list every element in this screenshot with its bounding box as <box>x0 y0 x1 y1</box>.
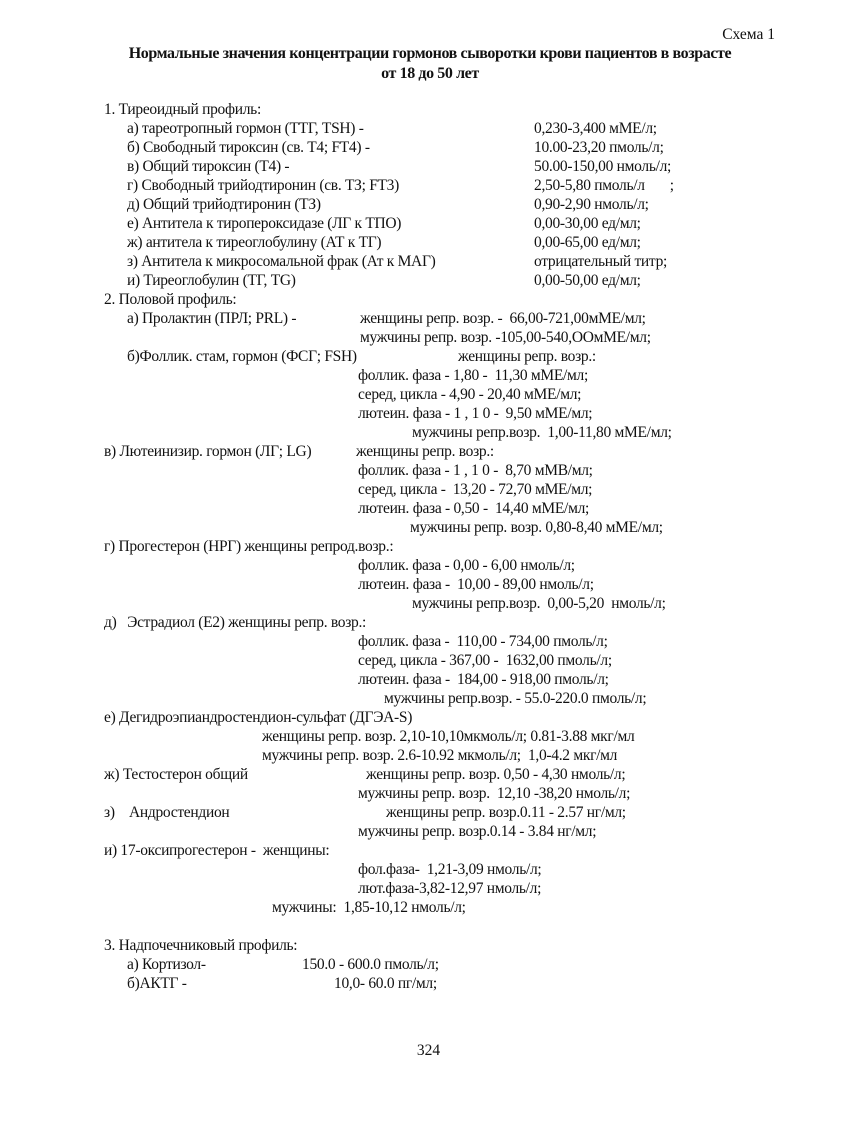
estradiol-follicular: фоллик. фаза - 110,00 - 734,00 пмоль/л; <box>358 633 608 650</box>
dhea-s-women: женщины репр. возр. 2,10-10,10мкмоль/л; 0.81-3.88 мкг/мл <box>262 728 635 745</box>
thyroid-item-value: 0,00-50,00 ед/мл; <box>534 272 641 289</box>
progesterone-name: г) Прогестерон (НРГ) женщины репрод.возр.: <box>104 538 394 555</box>
progesterone-men: мужчины репр.возр. 0,00-5,20 нмоль/л; <box>412 595 666 612</box>
prolactin-name: а) Пролактин (ПРЛ; PRL) - <box>127 310 297 327</box>
thyroid-item-value: 0,230-3,400 мМЕ/л; <box>534 120 657 137</box>
cortisol-value: 150.0 - 600.0 пмоль/л; <box>302 956 439 973</box>
section-1-heading: 1. Тиреоидный профиль: <box>104 101 261 118</box>
fsh-follicular: фоллик. фаза - 1,80 - 11,30 мМЕ/мл; <box>358 367 588 384</box>
lh-midcycle: серед, цикла - 13,20 - 72,70 мМЕ/мл; <box>358 481 593 498</box>
androstenedione-women: женщины репр. возр.0.11 - 2.57 нг/мл; <box>386 804 626 821</box>
estradiol-name: д) Эстрадиол (Е2) женщины репр. возр.: <box>104 614 367 631</box>
17-ohp-men: мужчины: 1,85-10,12 нмоль/л; <box>272 899 466 916</box>
thyroid-item-value: отрицательный титр; <box>534 253 668 270</box>
progesterone-luteal: лютеин. фаза - 10,00 - 89,00 нмоль/л; <box>358 576 594 593</box>
lh-men: мужчины репр. возр. 0,80-8,40 мМЕ/мл; <box>410 519 663 536</box>
cortisol-name: а) Кортизол- <box>127 956 206 973</box>
prolactin-men: мужчины репр. возр. -105,00-540,ООмМЕ/мл; <box>360 329 651 346</box>
thyroid-item-value: 2,50-5,80 пмоль/л ; <box>534 177 674 194</box>
testosterone-women: женщины репр. возр. 0,50 - 4,30 нмоль/л; <box>366 766 626 783</box>
thyroid-item-value: 0,90-2,90 нмоль/л; <box>534 196 649 213</box>
17-ohp-luteal: лют.фаза-3,82-12,97 нмоль/л; <box>358 880 542 897</box>
lh-name: в) Лютеинизир. гормон (ЛГ; LG) <box>104 443 312 460</box>
thyroid-item-name: б) Свободный тироксин (св. Т4; FT4) - <box>127 139 370 156</box>
17-ohp-follicular: фол.фаза- 1,21-3,09 нмоль/л; <box>358 861 542 878</box>
androstenedione-men: мужчины репр. возр.0.14 - 3.84 нг/мл; <box>358 823 597 840</box>
acth-name: б)АКТГ - <box>127 975 187 992</box>
document-title-line-1: Нормальные значения концентрации гормонов сыворотки крови пациентов в возрасте <box>128 45 732 62</box>
thyroid-item-name: е) Антитела к тиропероксидазе (ЛГ к ТПО) <box>127 215 402 232</box>
thyroid-item-value: 10.00-23,20 пмоль/л; <box>534 139 664 156</box>
section-2-heading: 2. Половой профиль: <box>104 291 237 308</box>
lh-women: женщины репр. возр.: <box>356 443 494 460</box>
page-number: 324 <box>416 1042 441 1059</box>
thyroid-item-value: 0,00-30,00 ед/мл; <box>534 215 641 232</box>
thyroid-item-value: 0,00-65,00 ед/мл; <box>534 234 641 251</box>
thyroid-item-name: а) тареотропный гормон (ТТГ, TSH) - <box>127 120 364 137</box>
fsh-men: мужчины репр.возр. 1,00-11,80 мМЕ/мл; <box>412 424 672 441</box>
estradiol-luteal: лютеин. фаза - 184,00 - 918,00 пмоль/л; <box>358 671 609 688</box>
dhea-s-name: е) Дегидроэпиандростендион-сульфат (ДГЭА-S) <box>104 709 413 726</box>
progesterone-follicular: фоллик. фаза - 0,00 - 6,00 нмоль/л; <box>358 557 575 574</box>
thyroid-item-name: д) Общий трийодтиронин (ТЗ) <box>127 196 321 213</box>
scheme-label: Схема 1 <box>722 26 775 43</box>
testosterone-name: ж) Тестостерон общий <box>104 766 248 783</box>
thyroid-item-name: в) Общий тироксин (Т4) - <box>127 158 290 175</box>
document-title-line-2: от 18 до 50 лет <box>381 65 479 82</box>
section-3-heading: 3. Надпочечниковый профиль: <box>104 937 298 954</box>
acth-value: 10,0- 60.0 пг/мл; <box>334 975 437 992</box>
fsh-women: женщины репр. возр.: <box>458 348 596 365</box>
fsh-luteal: лютеин. фаза - 1 , 1 0 - 9,50 мМЕ/мл; <box>358 405 593 422</box>
prolactin-women: женщины репр. возр. - 66,00-721,00мМЕ/мл; <box>360 310 646 327</box>
fsh-midcycle: серед, цикла - 4,90 - 20,40 мМЕ/мл; <box>358 386 582 403</box>
dhea-s-men: мужчины репр. возр. 2.6-10.92 мкмоль/л; 1,0-4.2 мкг/мл <box>262 747 618 764</box>
thyroid-item-name: з) Антитела к микросомальной фрак (Ат к МАГ) <box>127 253 436 270</box>
estradiol-men: мужчины репр.возр. - 55.0-220.0 пмоль/л; <box>384 690 647 707</box>
lh-follicular: фоллик. фаза - 1 , 1 0 - 8,70 мМВ/мл; <box>358 462 593 479</box>
thyroid-item-value: 50.00-150,00 нмоль/л; <box>534 158 672 175</box>
lh-luteal: лютеин. фаза - 0,50 - 14,40 мМЕ/мл; <box>358 500 590 517</box>
androstenedione-name: з) Андростендион <box>104 804 230 821</box>
testosterone-men: мужчины репр. возр. 12,10 -38,20 нмоль/л; <box>358 785 631 802</box>
thyroid-item-name: ж) антитела к тиреоглобулину (АТ к ТГ) <box>127 234 382 251</box>
fsh-name: б)Фоллик. стам, гормон (ФСГ; FSH) <box>127 348 357 365</box>
thyroid-item-name: г) Свободный трийодтиронин (св. ТЗ; FT3) <box>127 177 399 194</box>
estradiol-midcycle: серед, цикла - 367,00 - 1632,00 пмоль/л; <box>358 652 612 669</box>
17-ohp-name: и) 17-оксипрогестерон - женщины: <box>104 842 330 859</box>
thyroid-item-name: и) Тиреоглобулин (ТГ, TG) <box>127 272 296 289</box>
